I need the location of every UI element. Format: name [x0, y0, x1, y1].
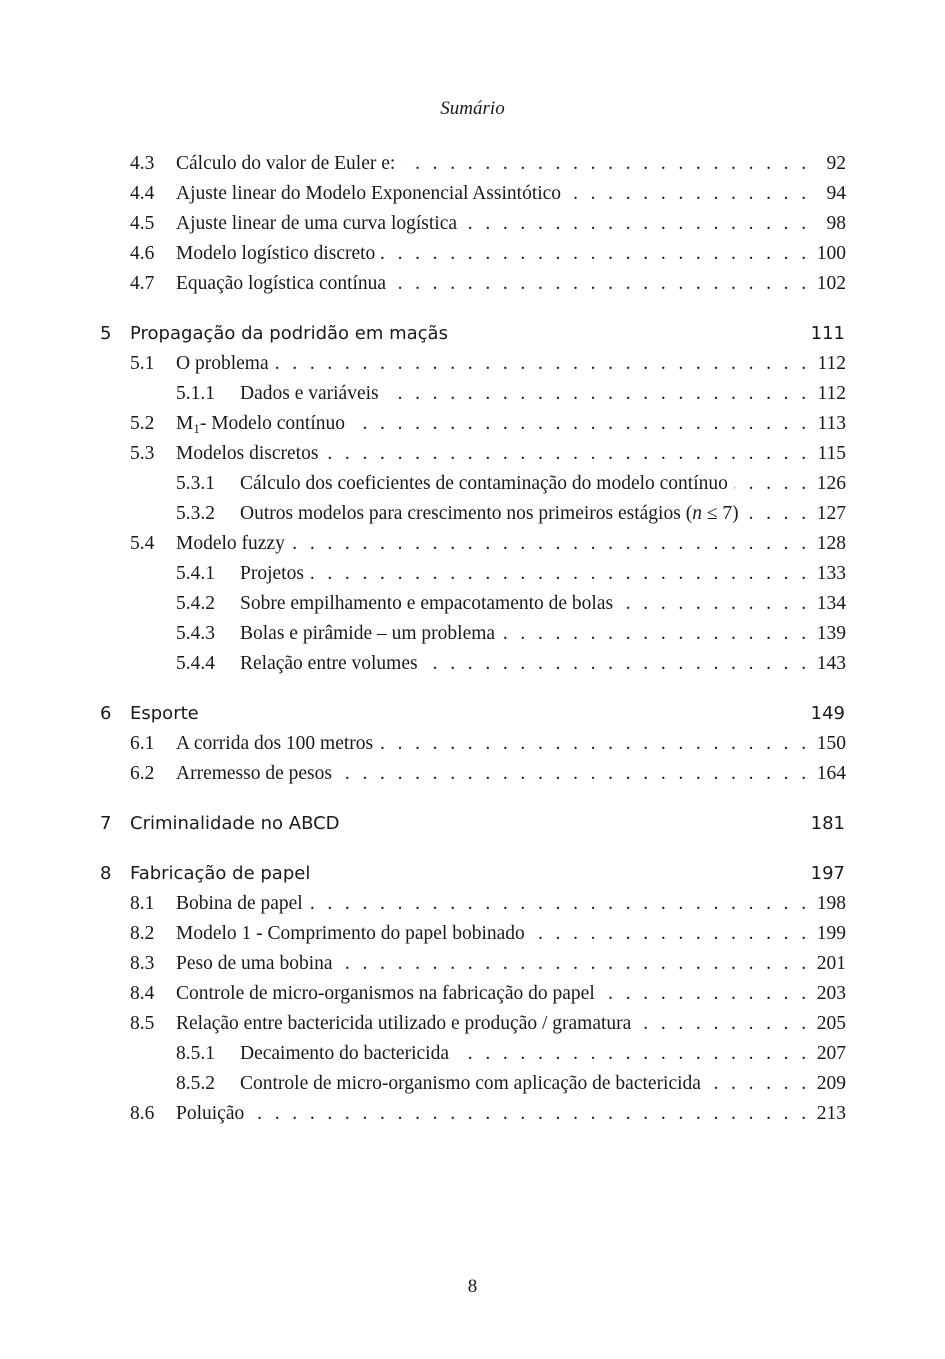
page-number: 150 — [816, 733, 846, 754]
section-number: 6.2 — [130, 763, 155, 784]
dot-leader — [401, 153, 810, 175]
dot-leader — [424, 653, 810, 675]
toc-entry-5-2[interactable] — [130, 413, 846, 443]
dot-leader — [310, 563, 810, 585]
section-title: Bobina de papel — [176, 893, 303, 914]
title-subscript: 1 — [193, 421, 200, 436]
section-number: 5.3 — [130, 443, 155, 464]
subsection-number: 8.5.2 — [176, 1073, 215, 1094]
section-number: 4.3 — [130, 153, 155, 174]
page-number: 139 — [816, 623, 846, 644]
toc-chapter-5[interactable] — [100, 323, 845, 353]
title-rest: - Modelo contínuo — [199, 413, 345, 434]
subsection-number: 5.4.1 — [176, 563, 215, 584]
toc-entry-5-1[interactable] — [130, 353, 846, 383]
section-number: 5.4 — [130, 533, 155, 554]
toc-entry-4-3[interactable] — [130, 153, 846, 183]
chapter-number: 5 — [100, 323, 112, 344]
toc-entry-5-3-1[interactable] — [176, 473, 846, 503]
section-title: O problema — [176, 353, 269, 374]
toc-entry-4-6[interactable] — [130, 243, 846, 273]
toc-entry-4-4[interactable] — [130, 183, 846, 213]
toc-chapter-6[interactable] — [100, 703, 845, 733]
section-number: 8.1 — [130, 893, 155, 914]
section-number: 4.7 — [130, 273, 155, 294]
page-number: 92 — [826, 153, 846, 174]
section-number: 8.6 — [130, 1103, 155, 1124]
section-number: 5.1 — [130, 353, 155, 374]
dot-leader — [275, 353, 810, 375]
dot-leader — [309, 893, 810, 915]
section-title: Peso de uma bobina — [176, 953, 333, 974]
page-number: 94 — [826, 183, 846, 204]
section-title: Modelo logístico discreto — [176, 243, 376, 264]
chapter-title: Fabricação de papel — [130, 863, 311, 884]
section-title: Relação entre bactericida utilizado e produção / gramatura — [176, 1013, 632, 1034]
page-number: 209 — [816, 1073, 846, 1094]
section-title: Modelo fuzzy — [176, 533, 285, 554]
page-number: 149 — [810, 703, 845, 724]
page-number: 199 — [816, 923, 846, 944]
toc-entry-5-3[interactable] — [130, 443, 846, 473]
toc-entry-8-6[interactable] — [130, 1103, 846, 1133]
page-number: 201 — [816, 953, 846, 974]
chapter-title: Propagação da podridão em maçãs — [130, 323, 448, 344]
subsection-title: Sobre empilhamento e empacotamento de bolas — [240, 593, 614, 614]
dot-leader — [250, 1103, 810, 1125]
page-number: 197 — [810, 863, 845, 884]
page-number: 128 — [816, 533, 846, 554]
toc-entry-8-5[interactable] — [130, 1013, 846, 1043]
page-number: 203 — [816, 983, 846, 1004]
subsection-title: Cálculo dos coeficientes de contaminação do modelo contínuo — [240, 473, 728, 494]
section-title: Arremesso de pesos — [176, 763, 332, 784]
footer-page-number: 8 — [467, 1276, 478, 1297]
toc-entry-6-2[interactable] — [130, 763, 846, 793]
dot-leader — [385, 383, 810, 405]
toc-entry-8-4[interactable] — [130, 983, 846, 1013]
subsection-number: 5.4.3 — [176, 623, 215, 644]
chapter-number: 7 — [100, 813, 112, 834]
page-number: 112 — [817, 353, 846, 374]
dot-leader — [619, 593, 810, 615]
chapter-number: 6 — [100, 703, 112, 724]
section-title: Controle de micro-organismos na fabricação do papel — [176, 983, 595, 1004]
page-number: 164 — [816, 763, 846, 784]
title-math-variable: n — [692, 503, 702, 524]
dot-leader — [392, 273, 810, 295]
section-title: Ajuste linear de uma curva logística — [176, 213, 458, 234]
section-title: Ajuste linear do Modelo Exponencial Assintótico — [176, 183, 562, 204]
section-title: Equação logística contínua — [176, 273, 387, 294]
dot-leader — [567, 183, 810, 205]
toc-entry-4-7[interactable] — [130, 273, 846, 303]
section-number: 8.2 — [130, 923, 155, 944]
chapter-title: Esporte — [130, 703, 199, 724]
toc-entry-8-5-1[interactable] — [176, 1043, 846, 1073]
section-title: Modelos discretos — [176, 443, 319, 464]
dot-leader — [379, 733, 810, 755]
dot-leader — [339, 953, 810, 975]
title-rest: ≤ 7) — [701, 503, 739, 524]
toc-entry-5-4[interactable] — [130, 533, 846, 563]
section-number: 8.5 — [130, 1013, 155, 1034]
section-title: Poluição — [176, 1103, 245, 1124]
toc-entry-5-1-1[interactable] — [176, 383, 846, 413]
page-number: 102 — [816, 273, 846, 294]
title-prefix: M — [176, 413, 194, 434]
page-number: 111 — [810, 323, 845, 344]
toc-entry-5-3-2[interactable] — [176, 503, 846, 533]
page-number: 126 — [816, 473, 846, 494]
toc-entry-8-3[interactable] — [130, 953, 846, 983]
toc-entry-5-4-4[interactable] — [176, 653, 846, 683]
dot-leader — [338, 763, 810, 785]
dot-leader — [734, 473, 810, 495]
dot-leader — [745, 503, 810, 525]
section-title — [176, 413, 345, 437]
dot-leader — [324, 443, 810, 465]
dot-leader — [351, 413, 810, 435]
subsection-number: 5.4.4 — [176, 653, 215, 674]
section-number: 4.6 — [130, 243, 155, 264]
running-head-title: Sumário — [440, 98, 505, 119]
dot-leader — [381, 243, 810, 265]
subsection-number: 8.5.1 — [176, 1043, 215, 1064]
section-title: Cálculo do valor de Euler e: — [176, 153, 396, 174]
page-number: 115 — [817, 443, 846, 464]
subsection-title: Dados e variáveis — [240, 383, 379, 404]
subsection-number: 5.3.1 — [176, 473, 215, 494]
dot-leader — [291, 533, 810, 555]
subsection-number: 5.1.1 — [176, 383, 215, 404]
section-number: 8.3 — [130, 953, 155, 974]
page-number: 143 — [816, 653, 846, 674]
page-number: 134 — [816, 593, 846, 614]
subsection-number: 5.4.2 — [176, 593, 215, 614]
section-title: A corrida dos 100 metros — [176, 733, 374, 754]
toc-entry-4-5[interactable] — [130, 213, 846, 243]
page-number: 127 — [816, 503, 846, 524]
dot-leader — [601, 983, 810, 1005]
dot-leader — [531, 923, 810, 945]
page-number: 100 — [816, 243, 846, 264]
title-prefix: Outros modelos para crescimento nos primeiros estágios ( — [240, 503, 693, 524]
subsection-title — [240, 503, 739, 525]
page-number: 112 — [817, 383, 846, 404]
subsection-title: Projetos — [240, 563, 304, 584]
section-number: 6.1 — [130, 733, 155, 754]
toc-entry-5-4-3[interactable] — [176, 623, 846, 653]
section-number: 4.5 — [130, 213, 155, 234]
subsection-number: 5.3.2 — [176, 503, 215, 524]
page-number: 213 — [816, 1103, 846, 1124]
chapter-number: 8 — [100, 863, 112, 884]
toc-chapter-8[interactable] — [100, 863, 845, 893]
toc-entry-5-4-2[interactable] — [176, 593, 846, 623]
toc-entry-5-4-1[interactable] — [176, 563, 846, 593]
page-number: 198 — [816, 893, 846, 914]
toc-chapter-7[interactable] — [100, 813, 845, 843]
page-number: 133 — [816, 563, 846, 584]
dot-leader — [501, 623, 810, 645]
section-number: 4.4 — [130, 183, 155, 204]
page-number: 113 — [817, 413, 846, 434]
section-number: 8.4 — [130, 983, 155, 1004]
section-number: 5.2 — [130, 413, 155, 434]
page-number: 98 — [826, 213, 846, 234]
page-number: 207 — [816, 1043, 846, 1064]
page-number: 181 — [810, 813, 845, 834]
toc-entry-8-5-2[interactable] — [176, 1073, 846, 1103]
chapter-title: Criminalidade no ABCD — [130, 813, 340, 834]
subsection-title: Relação entre volumes — [240, 653, 418, 674]
toc-entry-8-1[interactable] — [130, 893, 846, 923]
toc-entry-8-2[interactable] — [130, 923, 846, 953]
dot-leader — [707, 1073, 810, 1095]
page-number: 205 — [816, 1013, 846, 1034]
subsection-title: Controle de micro-organismo com aplicação de bactericida — [240, 1073, 701, 1094]
dot-leader — [463, 213, 810, 235]
dot-leader — [637, 1013, 810, 1035]
dot-leader — [455, 1043, 810, 1065]
toc-entry-6-1[interactable] — [130, 733, 846, 763]
section-title: Modelo 1 - Comprimento do papel bobinado — [176, 923, 525, 944]
subsection-title: Decaimento do bactericida — [240, 1043, 449, 1064]
subsection-title: Bolas e pirâmide – um problema — [240, 623, 496, 644]
